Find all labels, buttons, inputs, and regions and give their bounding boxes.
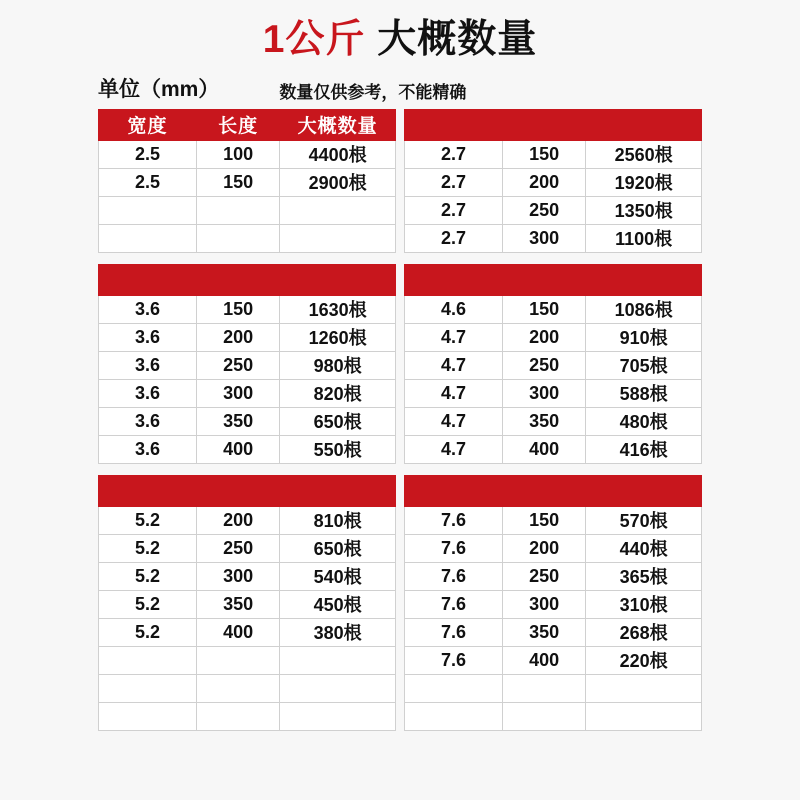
cell-length: 250 [197, 534, 280, 562]
table-row [405, 351, 702, 379]
table-header-row [99, 109, 396, 140]
page-title [0, 0, 800, 63]
cell-length [197, 702, 280, 730]
cell-width: 7.6 [405, 646, 503, 674]
table-row [99, 534, 396, 562]
table-row [99, 407, 396, 435]
cell-length: 400 [197, 435, 280, 463]
cell-width: 3.6 [99, 407, 197, 435]
cell-length [503, 674, 586, 702]
cell-length: 300 [503, 379, 586, 407]
tables-container [98, 109, 702, 731]
table-row [405, 435, 702, 463]
table-row [99, 379, 396, 407]
table-header-cell [99, 475, 197, 506]
cell-width: 4.7 [405, 435, 503, 463]
table-row [99, 168, 396, 196]
cell-quantity: 540根 [280, 562, 396, 590]
cell-length: 350 [197, 590, 280, 618]
table-header-row [405, 475, 702, 506]
table-row [99, 351, 396, 379]
cell-width: 3.6 [99, 379, 197, 407]
cell-width: 3.6 [99, 295, 197, 323]
table-header-row [405, 264, 702, 295]
cell-length: 200 [503, 534, 586, 562]
cell-width: 2.7 [405, 140, 503, 168]
left-table-block [98, 475, 396, 731]
left-table-block [98, 109, 396, 253]
cell-width: 3.6 [99, 351, 197, 379]
table-row [405, 196, 702, 224]
cell-width: 5.2 [99, 534, 197, 562]
cell-width: 2.5 [99, 140, 197, 168]
cell-width: 2.7 [405, 168, 503, 196]
table-row [99, 562, 396, 590]
cell-quantity [586, 702, 702, 730]
cell-quantity: 220根 [586, 646, 702, 674]
cell-length: 200 [503, 168, 586, 196]
table-header-cell [503, 109, 586, 140]
table-row [99, 435, 396, 463]
title-rest: 大概数量 [365, 18, 538, 61]
cell-width: 2.7 [405, 224, 503, 252]
cell-width: 4.6 [405, 295, 503, 323]
cell-length [197, 674, 280, 702]
cell-width [99, 646, 197, 674]
cell-length: 350 [197, 407, 280, 435]
cell-length: 400 [503, 646, 586, 674]
table-row [405, 140, 702, 168]
cell-quantity: 2900根 [280, 168, 396, 196]
cell-quantity: 4400根 [280, 140, 396, 168]
cell-quantity: 1260根 [280, 323, 396, 351]
right-table-column [400, 109, 702, 731]
left-table-column [98, 109, 400, 731]
cell-length: 300 [197, 379, 280, 407]
cell-length: 150 [503, 140, 586, 168]
cell-quantity: 910根 [586, 323, 702, 351]
cell-quantity: 980根 [280, 351, 396, 379]
table-header-cell [586, 264, 702, 295]
cell-length: 150 [503, 295, 586, 323]
cell-quantity: 1630根 [280, 295, 396, 323]
title-accent: 1公斤 [262, 18, 366, 61]
table-row [405, 562, 702, 590]
accuracy-note: 数量仅供参考，不能精确 [279, 82, 467, 102]
table-row [405, 702, 702, 730]
cell-width: 7.6 [405, 590, 503, 618]
table-row [99, 590, 396, 618]
table-header-cell: 宽度 [99, 109, 197, 140]
cell-width: 4.7 [405, 323, 503, 351]
cell-quantity [586, 674, 702, 702]
cell-width: 4.7 [405, 351, 503, 379]
cell-quantity: 268根 [586, 618, 702, 646]
block-divider [98, 253, 396, 264]
table-row [99, 196, 396, 224]
table-row [405, 646, 702, 674]
table-row [405, 379, 702, 407]
table-row [405, 590, 702, 618]
cell-width: 4.7 [405, 407, 503, 435]
table-row [99, 506, 396, 534]
table-row [405, 168, 702, 196]
table-header-cell [197, 264, 280, 295]
cell-quantity: 810根 [280, 506, 396, 534]
cell-length: 150 [197, 168, 280, 196]
cell-quantity [280, 196, 396, 224]
cell-length: 400 [503, 435, 586, 463]
cell-width: 3.6 [99, 435, 197, 463]
table-header-cell [586, 475, 702, 506]
table-row [405, 534, 702, 562]
cell-length: 200 [503, 323, 586, 351]
table-row [99, 140, 396, 168]
table-row [99, 618, 396, 646]
table-row [405, 506, 702, 534]
cell-length: 300 [503, 224, 586, 252]
table-header-cell [405, 264, 503, 295]
cell-quantity: 705根 [586, 351, 702, 379]
table-header-cell [99, 264, 197, 295]
cell-length [197, 196, 280, 224]
cell-length: 300 [503, 590, 586, 618]
table-header-cell: 大概数量 [280, 109, 396, 140]
table-header-cell [405, 475, 503, 506]
table-row [99, 323, 396, 351]
cell-width: 5.2 [99, 590, 197, 618]
cell-quantity: 416根 [586, 435, 702, 463]
cell-quantity: 440根 [586, 534, 702, 562]
right-table-block [404, 475, 702, 731]
table-row [405, 295, 702, 323]
table-header-row [405, 109, 702, 140]
table-header-cell [197, 475, 280, 506]
cell-width: 7.6 [405, 534, 503, 562]
table-header-cell [503, 264, 586, 295]
table-row [405, 323, 702, 351]
table-row [99, 646, 396, 674]
cell-length: 100 [197, 140, 280, 168]
cell-width [99, 224, 197, 252]
table-row [99, 224, 396, 252]
table-row [405, 618, 702, 646]
table-header-row [99, 264, 396, 295]
cell-quantity: 450根 [280, 590, 396, 618]
cell-quantity: 480根 [586, 407, 702, 435]
cell-width [99, 702, 197, 730]
cell-length: 150 [197, 295, 280, 323]
cell-width: 2.7 [405, 196, 503, 224]
cell-width: 7.6 [405, 562, 503, 590]
cell-length: 300 [197, 562, 280, 590]
table-row [99, 674, 396, 702]
cell-quantity: 1100根 [586, 224, 702, 252]
cell-quantity: 650根 [280, 534, 396, 562]
cell-quantity: 365根 [586, 562, 702, 590]
cell-quantity: 650根 [280, 407, 396, 435]
cell-width: 5.2 [99, 506, 197, 534]
cell-quantity: 380根 [280, 618, 396, 646]
cell-width: 2.5 [99, 168, 197, 196]
unit-label: 单位（mm） [98, 77, 220, 101]
table-header-cell [586, 109, 702, 140]
table-header-cell: 长度 [197, 109, 280, 140]
cell-width: 7.6 [405, 618, 503, 646]
cell-width: 7.6 [405, 506, 503, 534]
right-table-block [404, 109, 702, 253]
cell-quantity: 1086根 [586, 295, 702, 323]
cell-length: 250 [197, 351, 280, 379]
cell-length: 150 [503, 506, 586, 534]
cell-quantity: 1350根 [586, 196, 702, 224]
table-row [405, 407, 702, 435]
cell-length: 400 [197, 618, 280, 646]
table-header-cell [280, 264, 396, 295]
cell-width: 5.2 [99, 618, 197, 646]
block-divider [98, 464, 396, 475]
cell-quantity: 570根 [586, 506, 702, 534]
cell-width [405, 674, 503, 702]
subheader [98, 63, 800, 109]
table-row [99, 295, 396, 323]
cell-quantity: 310根 [586, 590, 702, 618]
cell-quantity [280, 224, 396, 252]
cell-width [405, 702, 503, 730]
cell-width [99, 674, 197, 702]
cell-width [99, 196, 197, 224]
table-row [99, 702, 396, 730]
table-row [405, 674, 702, 702]
block-divider [404, 464, 702, 475]
cell-length: 250 [503, 351, 586, 379]
table-header-cell [405, 109, 503, 140]
cell-width: 4.7 [405, 379, 503, 407]
cell-quantity: 1920根 [586, 168, 702, 196]
table-header-row [99, 475, 396, 506]
right-table-block [404, 264, 702, 464]
cell-length [503, 702, 586, 730]
table-row [405, 224, 702, 252]
cell-quantity: 550根 [280, 435, 396, 463]
cell-length: 350 [503, 618, 586, 646]
cell-quantity: 2560根 [586, 140, 702, 168]
cell-quantity: 588根 [586, 379, 702, 407]
table-header-cell [503, 475, 586, 506]
cell-width: 5.2 [99, 562, 197, 590]
cell-quantity [280, 702, 396, 730]
cell-length [197, 224, 280, 252]
cell-length: 350 [503, 407, 586, 435]
table-header-cell [280, 475, 396, 506]
cell-quantity: 820根 [280, 379, 396, 407]
cell-length: 200 [197, 506, 280, 534]
cell-quantity [280, 646, 396, 674]
cell-width: 3.6 [99, 323, 197, 351]
cell-length: 250 [503, 196, 586, 224]
left-table-block [98, 264, 396, 464]
cell-quantity [280, 674, 396, 702]
cell-length: 200 [197, 323, 280, 351]
block-divider [404, 253, 702, 264]
cell-length: 250 [503, 562, 586, 590]
cell-length [197, 646, 280, 674]
